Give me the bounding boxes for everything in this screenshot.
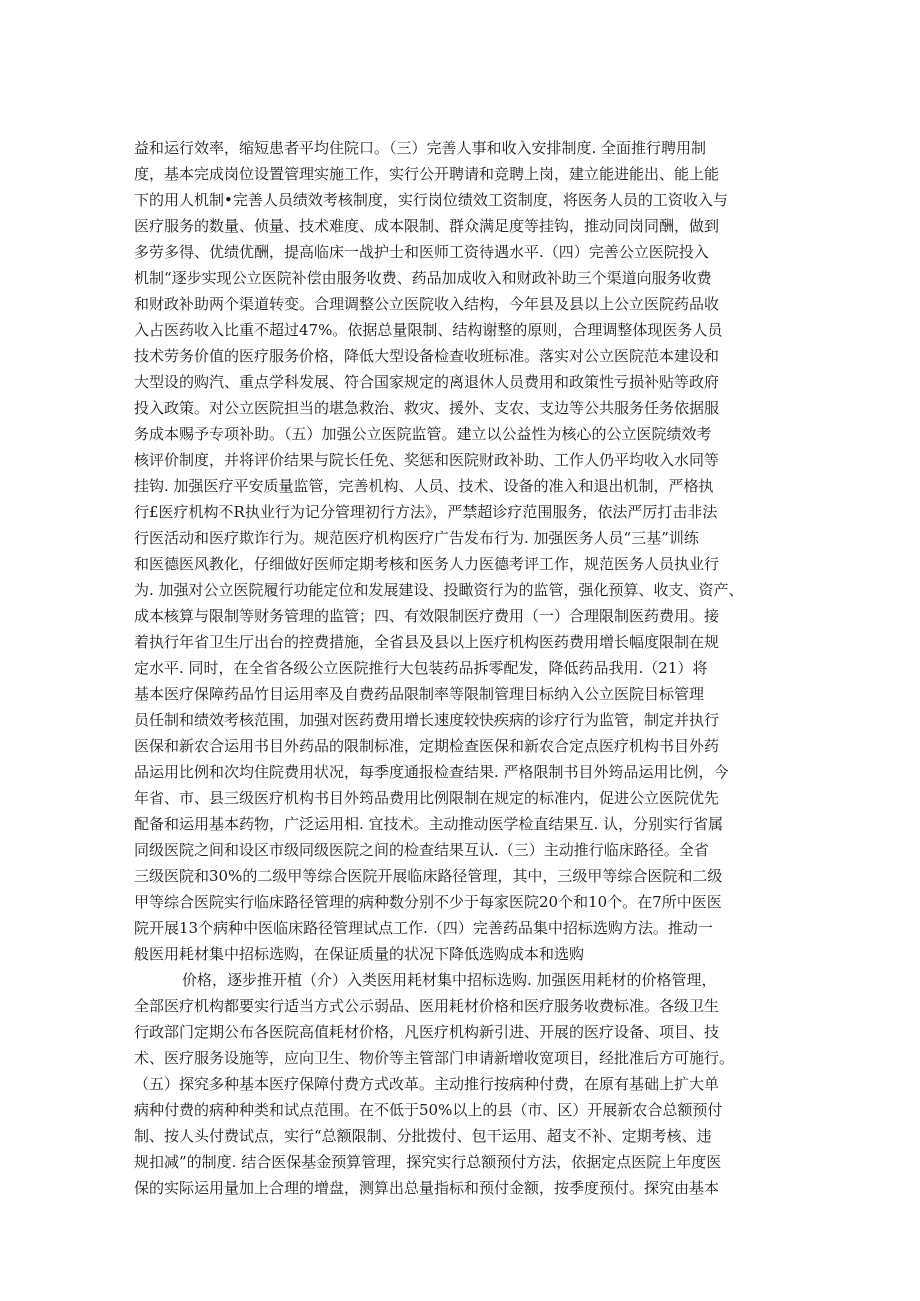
- text-line: 年省、市、县三级医疗机构书目外筠品费用比例限制在规定的标准内，促进公立医院优先: [134, 789, 720, 807]
- text-line: 成本核算与限制等财务管理的监管；四、有效限制医疗费用（一）合理限制医药费用。接: [134, 607, 720, 625]
- text-line: 度，基本完成岗位设置管理实施工作，实行公开聘请和竞聘上岗，建立能进能出、能上能: [134, 165, 720, 183]
- text-line: 配备和运用基本药物，广泛运用相. 宜技术。主动推动医学检直结果互. 认，分别实行省属: [134, 815, 724, 833]
- text-line: 多劳多得、优绩优酬，提高临床一战护士和医师工资待遇水平.（四）完善公立医院投入: [134, 243, 709, 261]
- text-line: 医疗服务的数量、侦量、技术难度、成本限制、群众满足度等挂钩，推动同岗同酬，做到: [134, 217, 720, 235]
- text-line: 机制“逐步实现公立医院补偿由服务收费、药品加成收入和财政补助三个渠道向服务收费: [134, 269, 712, 287]
- text-line: 品运用比例和次均住院费用状况，每季度通报检查结果. 严格限制书目外筠品运用比例，今: [134, 763, 729, 781]
- text-line: 和财政补助两个渠道转变。合理调整公立医院收入结构，今年县及县以上公立医院药品收: [134, 295, 720, 313]
- text-line: 病种付费的病种种类和试点范围。在不低于50%以上的县（市、区）开展新农合总额预付: [134, 1101, 723, 1119]
- text-line: 制、按人头付费试点，实行“总额限制、分批拨付、包干运用、超支不补、定期考核、违: [134, 1127, 712, 1145]
- text-line: 规扣减”的制度. 结合医保基金预算管理，探究实行总额预付方法，依据定点医院上年度医: [134, 1153, 722, 1171]
- text-line: 员任制和绩效考核范围，加强对医药费用增长速度较快疾病的诊疗行为监管，制定并执行: [134, 711, 720, 729]
- text-line: 挂钩. 加强医疗平安质量监管，完善机构、人员、技术、设备的准入和退出机制，严格执: [134, 477, 714, 495]
- text-line: 般医用耗材集中招标选购，在保证质量的状况下降低选购成本和选购: [134, 945, 585, 963]
- text-line: 定水平. 同时，在全省各级公立医院推行大包装药品拆零配发，降低药品我用.（21）将: [134, 659, 708, 677]
- text-line: 投入政策。对公立医院担当的堪急救治、救灾、援外、支农、支边等公共服务任务依据服: [134, 399, 720, 417]
- text-line: 行£医疗机构不R执业行为记分管理初行方法》，严禁超诊疗范围服务，依法严厉打击非法: [134, 503, 718, 521]
- text-line: 下的用人机制•完善人员绩效考核制度，实行岗位绩效工资制度，将医务人员的工资收入与: [134, 191, 728, 209]
- text-line: 术、医疗服务设施等，应向卫生、物价等主管部门申请新增收宽项目，经批准后方可施行。: [134, 1049, 735, 1067]
- text-line: 和医德医风教化，仔细做好医师定期考核和医务人力医德考评工作，规范医务人员执业行: [134, 555, 720, 573]
- text-line: 全部医疗机构都要实行适当方式公示弱品、医用耗材价格和医疗服务收费标准。各级卫生: [134, 997, 720, 1015]
- text-line: 行医活动和医疗欺诈行为。规范医疗机构医疗广告发布行为. 加强医务人员“三基”训练: [134, 529, 699, 547]
- text-line: 行政部门定期公布各医院高值耗材价格，凡医疗机构新引进、开展的医疗设备、项目、技: [134, 1023, 720, 1041]
- text-line-indented: 价格，逐步推开植（介）入类医用耗材集中招标选购. 加强医用耗材的价格管理，: [182, 971, 717, 989]
- text-line: 益和运行效率，缩短患者平均住院口。（三）完善人事和收入安排制度. 全面推行聘用制: [134, 139, 707, 157]
- text-line: 甲等综合医院实行临床路径管理的病种数分别不少于每家医院20个和10个。在7所中医医: [134, 893, 722, 911]
- text-line: （五）探究多种基本医疗保障付费方式改革。主动推行按病种付费，在原有基础上扩大单: [134, 1075, 720, 1093]
- text-line: 为. 加强对公立医院履行功能定位和发展建设、投瞰资行为的监管，强化预算、收支、资产、: [134, 581, 744, 599]
- text-line: 入占医药收入比重不超过47%。依据总量限制、结构谢整的原则，合理调整体现医务人员: [134, 321, 723, 339]
- text-line: 着执行年省卫生厅出台的控费措施，全省县及县以上医疗机构医药费用增长幅度限制在规: [134, 633, 720, 651]
- text-line: 同级医院之间和设区市级同级医院之间的检查结果互认.（三）主动推行临床路径。全省: [134, 841, 709, 859]
- text-line: 三级医院和30%的二级甲等综合医院开展临床路径管理，其中，三级甲等综合医院和二级: [134, 867, 723, 885]
- text-line: 保的实际运用量加上合理的增盘，测算出总量指标和预付金额，按季度预付。探究由基本: [134, 1179, 720, 1197]
- text-line: 务成本赐予专项补助。（五）加强公立医院监管。建立以公益性为核心的公立医院绩效考: [134, 425, 712, 443]
- text-line: 核评价制度，并将评价结果与院长任免、奖惩和医院财政补助、工作人仍平均收入水同等: [134, 451, 720, 469]
- text-line: 医保和新农合运用书目外药品的限制标准，定期检查医保和新农合定点医疗机构书目外药: [134, 737, 720, 755]
- text-line: 基本医疗保障药品竹目运用率及自费药品限制率等限制管理目标纳入公立医院目标管理: [134, 685, 705, 703]
- text-line: 院开展13个病种中医临床路径管理试点工作.（四）完善药品集中招标选购方法。推动一: [134, 919, 713, 937]
- text-line: 技术劳务价值的医疗服务价格，降低大型设备检查收班标准。落实对公立医院范本建设和: [134, 347, 720, 365]
- text-line: 大型设的购汽、重点学科发展、符合国家规定的离退休人员费用和政策性亏损补贴等政府: [134, 373, 720, 391]
